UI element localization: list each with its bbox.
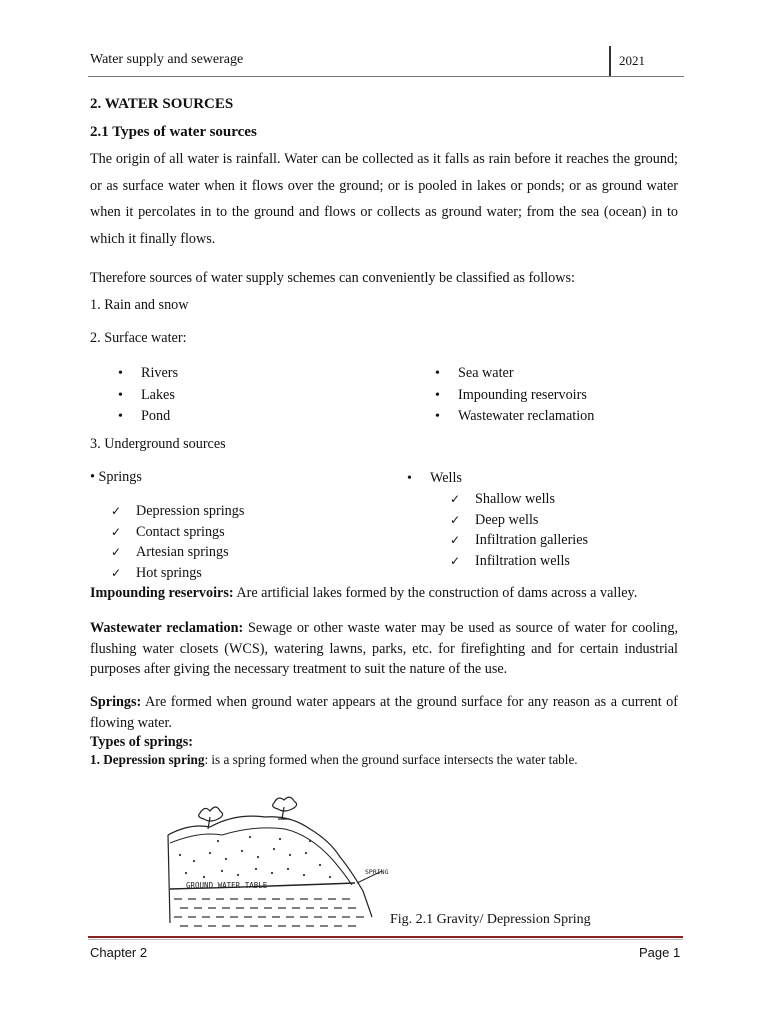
surface-right-list [433, 363, 594, 428]
footer-rule [88, 936, 683, 938]
list-item: ✓ Depression springs [111, 501, 244, 522]
depression-term: 1. Depression spring [90, 752, 205, 767]
footer-chapter: Chapter 2 [90, 945, 148, 960]
springs-paragraph [90, 692, 678, 733]
list-item: • Sea water [433, 363, 594, 385]
rain-snow-item: 1. Rain and snow [90, 297, 189, 313]
list-item: ✓ Infiltration wells [450, 551, 588, 572]
header-rule [88, 76, 684, 77]
wastewater-paragraph [90, 618, 678, 680]
types-heading: Types of springs: [90, 734, 194, 750]
wells-label-list [405, 468, 462, 490]
list-item: • Pond [116, 406, 178, 428]
surface-left-list [116, 363, 178, 428]
water-table-label: GROUND WATER TABLE [186, 881, 268, 890]
list-item: • Wastewater reclamation [433, 406, 594, 428]
depression-text: : is a spring formed when the ground surface intersects the water table. [204, 752, 578, 767]
wastewater-term: Wastewater reclamation: [90, 620, 244, 636]
figure-caption: Fig. 2.1 Gravity/ Depression Spring [390, 912, 591, 927]
header-title: Water supply and sewerage [90, 52, 244, 67]
list-item: ✓ Deep wells [450, 510, 588, 531]
depression-paragraph [90, 752, 578, 768]
list-item: ✓ Shallow wells [450, 489, 588, 510]
underground-item: 3. Underground sources [90, 436, 226, 452]
impounding-term: Impounding reservoirs: [90, 585, 234, 601]
footer-rule-thin [88, 939, 683, 940]
header-year: 2021 [619, 53, 645, 68]
list-item: ✓ Contact springs [111, 522, 244, 543]
list-item: • Lakes [116, 385, 178, 407]
section-heading: 2. WATER SOURCES [90, 96, 234, 112]
list-item: ✓ Hot springs [111, 563, 244, 584]
list-item: ✓ Artesian springs [111, 542, 244, 563]
wastewater-text: Sewage or other waste water may be used as source of water for cooling, flushing water closets (WCS), watering lawns, parks, etc. for firefighting and for certain industrial purposes after giving the necessary treatment to suit the nature of the use. [90, 620, 678, 677]
impounding-paragraph [90, 583, 678, 604]
list-item: • Rivers [116, 363, 178, 385]
wells-list [450, 489, 588, 571]
springs-term: Springs: [90, 694, 142, 710]
classify-text: Therefore sources of water supply schemes can conveniently be classified as follows: [90, 270, 575, 286]
intro-paragraph: The origin of all water is rainfall. Water can be collected as it falls as rain before it reaches the ground; or as surface water when it flows over the ground; or is pooled in lakes or ponds; or as ground water when it percolates in to the ground and flows or collects as ground water; from the sea (ocean) in to which it finally flows. [90, 151, 678, 247]
wells-label: • Wells [405, 468, 462, 490]
hill-outline [168, 816, 372, 917]
springs-list [111, 501, 244, 583]
list-item: ✓ Infiltration galleries [450, 530, 588, 551]
footer-page-number: Page 1 [639, 945, 681, 960]
subsection-heading: 2.1 Types of water sources [90, 124, 257, 140]
list-item: • Impounding reservoirs [433, 385, 594, 407]
depression-spring-figure [160, 795, 395, 935]
surface-water-item: 2. Surface water: [90, 330, 187, 346]
springs-label: • Springs [90, 469, 142, 485]
header-divider [609, 46, 611, 77]
impounding-text: Are artificial lakes formed by the construction of dams across a valley. [233, 585, 638, 601]
springs-text: Are formed when ground water appears at the ground surface for any reason as a current of flowing water. [90, 694, 678, 731]
spring-label: SPRING [365, 868, 389, 876]
